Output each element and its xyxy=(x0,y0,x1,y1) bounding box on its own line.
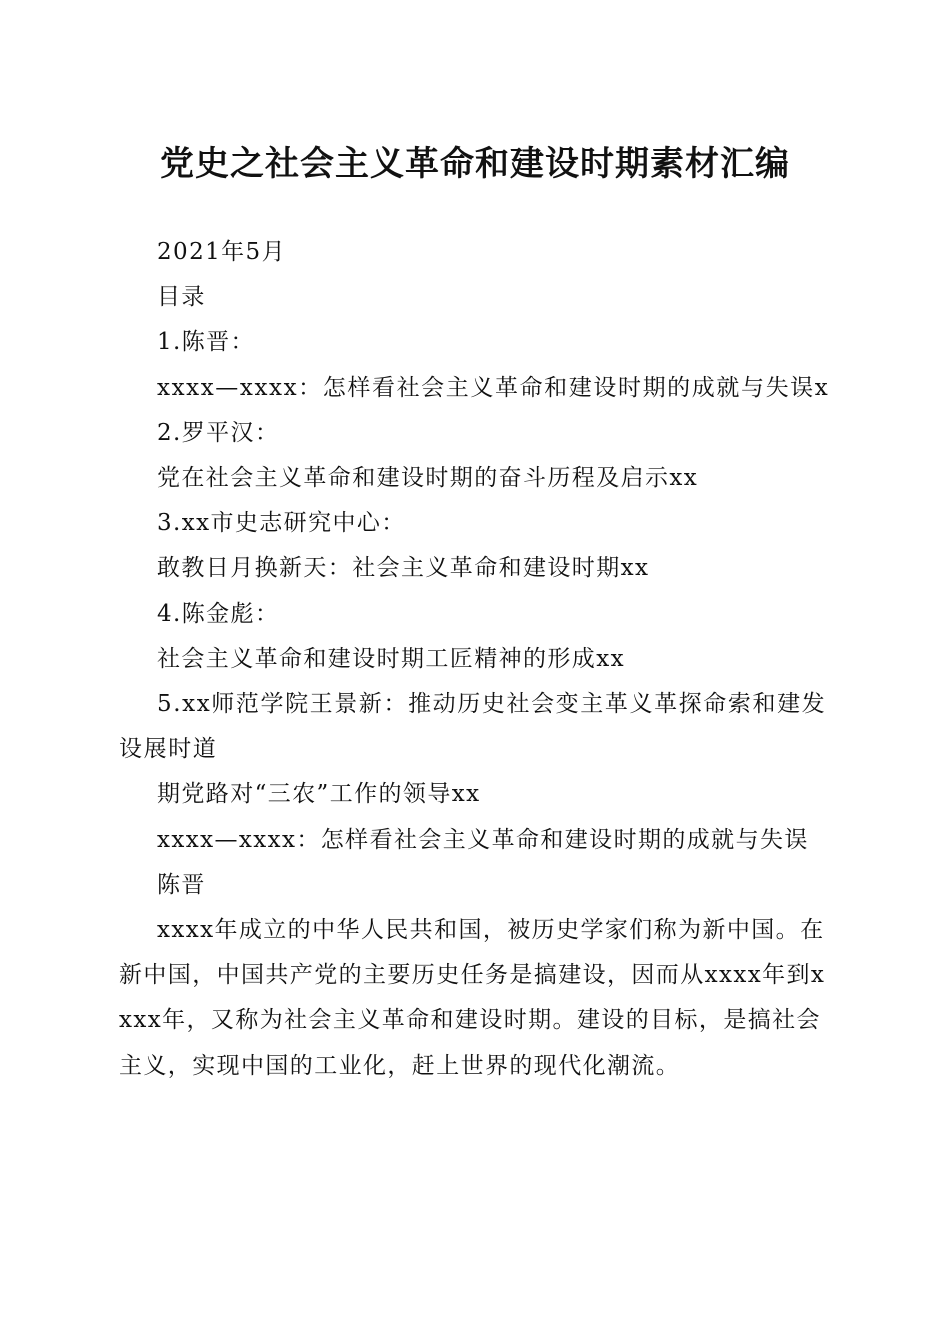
document-content xyxy=(119,230,839,1089)
toc-item-author: 3.xx市史志研究中心： xyxy=(157,510,406,537)
toc-item-article: xxxx—xxxx：怎样看社会主义革命和建设时期的成就与失误x xyxy=(157,374,830,401)
section-title: xxxx—xxxx：怎样看社会主义革命和建设时期的成就与失误 xyxy=(157,826,809,853)
document-date: 2021年5月 xyxy=(157,239,286,265)
toc-item-author: 2.罗平汉： xyxy=(157,419,280,446)
toc-item-author: 1.陈晋： xyxy=(157,329,255,356)
body-paragraph: xxxx年成立的中华人民共和国，被历史学家们称为新中国。在新中国，中国共产党的主要历史任务是搞建设，因而从xxxx年到xxxx年，又称为社会主义革命和建设时期。建设的目标，是搞社会主义，实现中国的工业化，赶上世界的现代化潮流。 xyxy=(119,917,826,1079)
toc-item-article: 敢教日月换新天：社会主义革命和建设时期xx xyxy=(157,555,650,582)
section-author: 陈晋 xyxy=(157,871,206,898)
toc-item-article: 期党路对“三农”工作的领导xx xyxy=(157,781,481,808)
toc-item-article: 党在社会主义革命和建设时期的奋斗历程及启示xx xyxy=(157,465,699,492)
toc-heading: 目录 xyxy=(157,284,206,311)
toc-item-author: 4.陈金彪： xyxy=(157,600,280,627)
toc-item-author: 5.xx师范学院王景新：推动历史社会变主革义革探命索和建发设展时道 xyxy=(119,691,827,763)
toc-item-article: 社会主义革命和建设时期工匠精神的形成xx xyxy=(157,645,625,672)
document-title: 党史之社会主义革命和建设时期素材汇编 xyxy=(160,144,790,184)
